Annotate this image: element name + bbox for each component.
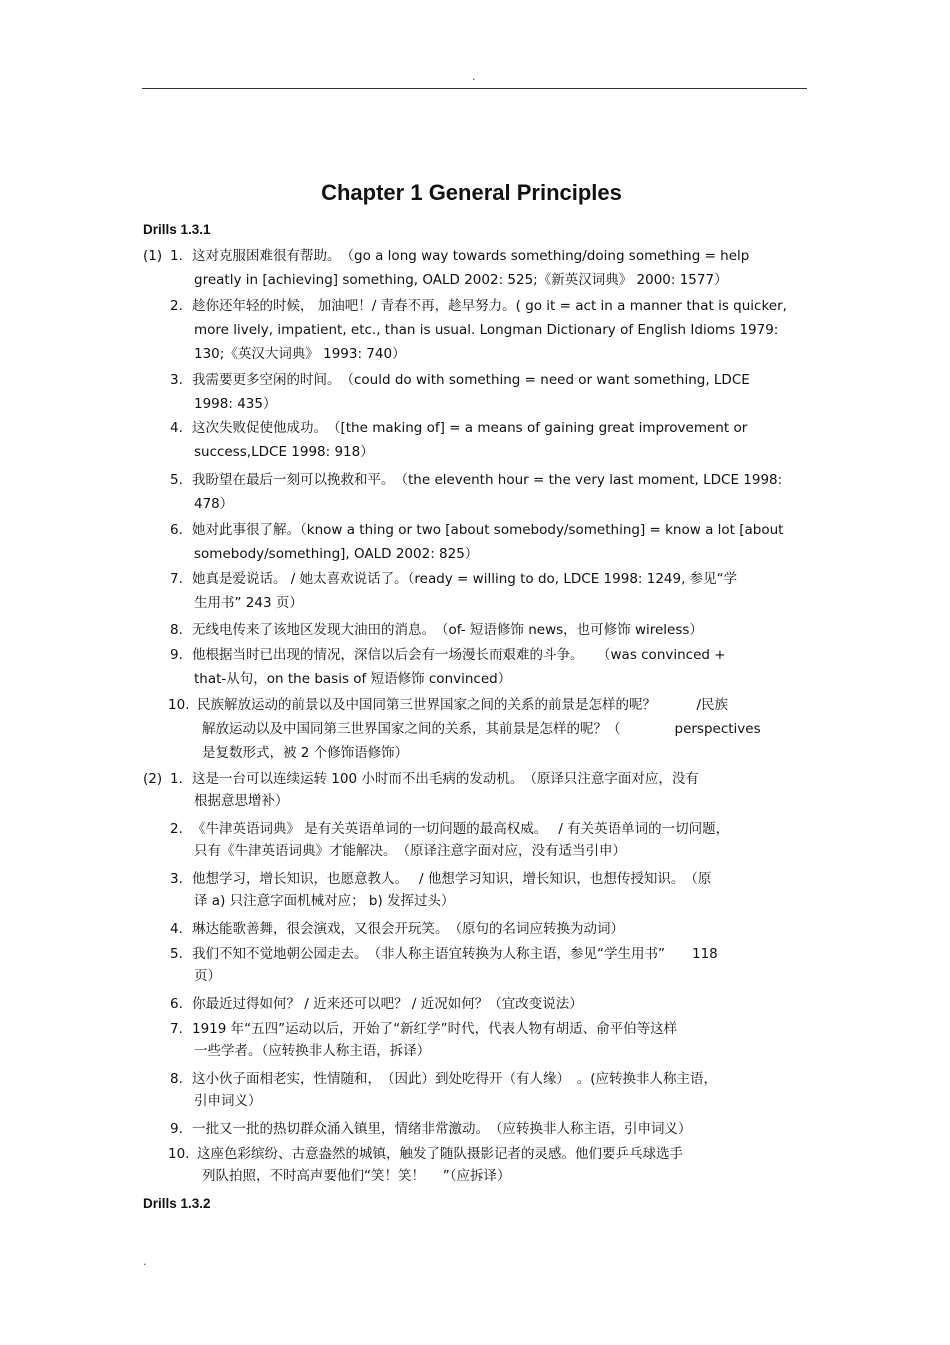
item-number: 4. [170, 921, 183, 937]
item-text-line: 这座色彩缤纷、古意盎然的城镇，触发了随队摄影记者的灵感。他们要乒乓球选手 [197, 1146, 683, 1162]
item-number: 5. [170, 946, 183, 962]
section-heading-drills-1-3-1: Drills 1.3.1 [143, 222, 211, 237]
item-text-line: 他想学习，增长知识，也愿意教人。 / 他想学习知识，增长知识，也想传授知识。 （原 [192, 871, 712, 887]
item-text-line: 1919 年“五四”运动以后，开始了“新红学”时代，代表人物有胡适、俞平伯等这样 [192, 1021, 678, 1037]
item-text-line: more lively, impatient, etc., than is usual. Longman Dictionary of English Idioms 1979: [194, 322, 779, 338]
chapter-title: Chapter 1 General Principles [321, 180, 622, 205]
item-number: 2. [170, 821, 183, 837]
item-number: 10. [168, 697, 190, 713]
item-text-line: 解放运动以及中国同第三世界国家之间的关系，其前景是怎样的呢？（ perspectives [202, 721, 761, 737]
item-text-line: 列队拍照，不时高声要他们“笑！笑！ ”（应拆译） [202, 1168, 511, 1184]
item-text-line: 《牛津英语词典》 是有关英语单词的一切问题的最高权威。 / 有关英语单词的一切问题， [192, 821, 730, 837]
item-text-line: that-从句，on the basis of 短语修饰 convinced） [194, 671, 512, 687]
item-number: 4. [170, 420, 183, 436]
item-text-line: 130;《英汉大词典》 1993: 740） [194, 346, 406, 362]
section-heading-drills-1-3-2: Drills 1.3.2 [143, 1196, 211, 1211]
item-text-line: 这小伙子面相老实，性情随和， （因此）到处吃得开（有人缘） 。(应转换非人称主语， [192, 1071, 718, 1087]
header-dot: . [472, 70, 476, 83]
item-text-line: 是复数形式，被 2 个修饰语修饰） [202, 745, 409, 761]
item-text-line: 这次失败促使他成功。 （[the making of] = a means of gaining great improvement or [192, 420, 748, 436]
item-text-line: 她真是爱说话。 / 她太喜欢说话了。（ready = willing to do, LDCE 1998: 1249, 参见“学 [192, 571, 738, 587]
item-text-line: 我需要更多空闲的时间。 （could do with something = need or want something, LDCE [192, 372, 750, 388]
item-text-line: 民族解放运动的前景以及中国同第三世界国家之间的关系的前景是怎样的呢？ /民族 [197, 697, 729, 713]
item-text-line: 478） [194, 496, 234, 512]
item-number: 8. [170, 622, 183, 638]
item-number: 1. [170, 771, 183, 787]
item-text-line: greatly in [achieving] something, OALD 2002: 525;《新英汉词典》 2000: 1577） [194, 272, 728, 288]
item-text-line: success,LDCE 1998: 918） [194, 444, 374, 460]
item-text-line: 他根据当时已出现的情况，深信以后会有一场漫长而艰难的斗争。 （was convinced + [192, 647, 726, 663]
item-text-line: 你最近过得如何？ / 近来还可以吧？ / 近况如何？（宜改变说法） [192, 996, 583, 1012]
item-number: 9. [170, 647, 183, 663]
group-label-1: (1) [143, 248, 163, 264]
item-text-line: 引申词义） [194, 1093, 262, 1109]
item-text-line: 我们不知不觉地朝公园走去。 （非人称主语宜转换为人称主语，参见“学生用书” 118 [192, 946, 718, 962]
item-number: 9. [170, 1121, 183, 1137]
item-text-line: 琳达能歌善舞，很会演戏，又很会开玩笑。 （原句的名词应转换为动词） [192, 921, 624, 937]
item-text-line: 我盼望在最后一刻可以挽救和平。 （the eleventh hour = the very last moment, LDCE 1998: [192, 472, 783, 488]
item-text-line: 无线电传来了该地区发现大油田的消息。 （of- 短语修饰 news，也可修饰 wireless） [192, 622, 703, 638]
header-rule [142, 88, 807, 89]
item-text-line: 译 a) 只注意字面机械对应； b) 发挥过头） [194, 893, 455, 909]
item-text-line: 这是一台可以连续运转 100 小时而不出毛病的发动机。 （原译只注意字面对应，没有 [192, 771, 699, 787]
item-number: 1. [170, 248, 183, 264]
item-text-line: 页） [194, 968, 221, 984]
item-number: 3. [170, 871, 183, 887]
group-label-2: (2) [143, 771, 163, 787]
item-text-line: 趁你还年轻的时候， 加油吧！/ 青春不再，趁早努力。( go it = act in a manner that is quicker, [192, 298, 787, 314]
item-number: 8. [170, 1071, 183, 1087]
item-text-line: 一些学者。（应转换非人称主语，拆译） [194, 1043, 431, 1059]
item-text-line: 1998: 435） [194, 396, 277, 412]
item-text-line: 生用书” 243 页） [194, 595, 303, 611]
item-number: 7. [170, 1021, 183, 1037]
item-number: 7. [170, 571, 183, 587]
footer-dot: . [143, 1255, 147, 1268]
item-number: 3. [170, 372, 183, 388]
item-number: 10. [168, 1146, 190, 1162]
item-number: 2. [170, 298, 183, 314]
item-text-line: 根据意思增补） [194, 793, 289, 809]
item-number: 6. [170, 996, 183, 1012]
item-text-line: 这对克服困难很有帮助。 （go a long way towards something/doing something = help [192, 248, 750, 264]
item-number: 6. [170, 522, 183, 538]
item-text-line: 她对此事很了解。（know a thing or two [about somebody/something] = know a lot [about [192, 522, 784, 538]
item-text-line: 一批又一批的热切群众涌入镇里，情绪非常激动。 （应转换非人称主语，引申词义） [192, 1121, 692, 1137]
item-text-line: somebody/something], OALD 2002: 825） [194, 546, 479, 562]
item-text-line: 只有《牛津英语词典》才能解决。 （原译注意字面对应，没有适当引申） [194, 843, 626, 859]
item-number: 5. [170, 472, 183, 488]
